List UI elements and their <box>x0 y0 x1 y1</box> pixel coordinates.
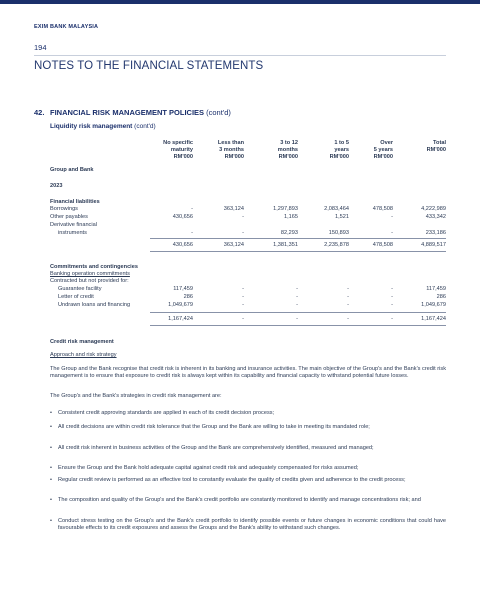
table-cell: - <box>296 286 298 292</box>
table-cell: - <box>391 294 393 300</box>
bullet-text: The composition and quality of the Group's and the Bank's credit portfolio are constantly monitored to identify and manage concentrations risk; and <box>58 497 421 503</box>
table-cell: 1,521 <box>335 214 349 220</box>
total-rule-bottom <box>150 325 446 326</box>
table-cell: 430,656 <box>172 214 193 220</box>
bullet-text: Regular credit review is performed as an effective tool to constantly evaluate the quality of credits given and adherence to the credit process; <box>58 477 406 483</box>
bullet-marker: • <box>50 518 52 524</box>
section-title-text: FINANCIAL RISK MANAGEMENT POLICIES <box>50 108 205 117</box>
table-cell: - <box>242 214 244 220</box>
table-cell: - <box>296 302 298 308</box>
column-header-line: Over <box>380 140 393 146</box>
table-cell: - <box>391 302 393 308</box>
section-number: 42. <box>34 108 45 117</box>
table-cell: 433,342 <box>425 214 446 220</box>
bullet-text: Ensure the Group and the Bank hold adequate capital against credit risk and adequately compensated for risks assumed; <box>58 465 359 471</box>
table-cell: - <box>391 214 393 220</box>
table-cell: 117,459 <box>173 286 193 292</box>
column-header-line: Total <box>433 140 446 146</box>
commitments-subheading: Banking operation commitments <box>50 271 130 277</box>
table-cell: 1,297,893 <box>273 206 298 212</box>
bullet-marker: • <box>50 477 52 483</box>
total-cell: 430,656 <box>172 242 193 248</box>
row-label: Letter of credit <box>58 294 94 300</box>
bullet-text: Consistent credit approving standards are applied in each of its credit decision process; <box>58 410 275 416</box>
row-label: Undrawn loans and financing <box>58 302 131 308</box>
header-divider <box>34 55 446 56</box>
row-label: Other payables <box>50 214 88 220</box>
commitments-intro: Contracted but not provided for: <box>50 278 129 284</box>
column-header-line: months <box>277 147 298 153</box>
total-cell: 1,167,424 <box>168 316 193 322</box>
top-band <box>0 0 480 4</box>
commitments-heading: Commitments and contingencies <box>50 264 138 270</box>
total-rule-top <box>150 312 446 313</box>
table-cell: 2,083,464 <box>324 206 349 212</box>
credit-risk-paragraph: The Group and the Bank recognise that credit risk is inherent in its banking and insurance activities. The main objective of the Group's and the Bank's credit risk management is to ensure that exposure to credit risk is always kept within its capability and financial capacity to withstand potential future losses. <box>50 366 446 379</box>
table-cell: 150,893 <box>328 230 349 236</box>
section-title <box>50 108 231 117</box>
strategies-intro: The Group's and the Bank's strategies in credit risk management are: <box>50 393 222 399</box>
table-cell: - <box>191 206 193 212</box>
row-label: Derivative financial <box>50 222 97 228</box>
total-cell: 4,889,517 <box>421 242 446 248</box>
table-cell: 286 <box>183 294 193 300</box>
section-title-cont: (cont'd) <box>206 108 231 117</box>
total-cell: 1,167,424 <box>421 316 446 322</box>
column-header-no-specific <box>150 140 193 161</box>
total-cell: - <box>347 316 349 322</box>
total-cell: 1,381,351 <box>273 242 298 248</box>
table-cell: 82,293 <box>280 230 298 236</box>
bullet-marker: • <box>50 424 52 430</box>
financial-liabilities-heading: Financial liabilities <box>50 199 100 205</box>
total-rule-top <box>150 238 446 239</box>
total-cell: 2,235,878 <box>324 242 349 248</box>
table-cell: - <box>296 294 298 300</box>
credit-risk-subheading: Approach and risk strategy <box>50 352 117 358</box>
bullet-text: All credit decisions are within credit risk tolerance that the Group and the Bank are willing to take in meeting its mandated role; <box>58 424 370 430</box>
column-header-line: No specific <box>163 140 193 146</box>
table-cell: - <box>242 286 244 292</box>
table-cell: 4,222,989 <box>421 206 446 212</box>
bullet-text: Conduct stress testing on the Group's and the Bank's credit portfolio to identify possible events or future changes in economic conditions that could have favourable effects to its credit exposures and assess the Groups and the Bank's ability to withstand such changes. <box>58 518 446 531</box>
bullet-text: All credit risk inherent in business activities of the Group and the Bank are comprehensively identified, measured and managed; <box>58 445 374 451</box>
column-header-line: 3 months <box>219 147 244 153</box>
row-label: Borrowings <box>50 206 78 212</box>
column-header-line: 3 to 12 <box>280 140 298 146</box>
total-cell: 363,124 <box>223 242 244 248</box>
table-cell: 478,508 <box>372 206 393 212</box>
total-cell: - <box>242 316 244 322</box>
total-cell: - <box>296 316 298 322</box>
column-header-line: RM'000 <box>173 154 193 160</box>
subheading-cont: (cont'd) <box>134 123 156 130</box>
table-cell: 363,124 <box>223 206 244 212</box>
table-cell: 286 <box>436 294 446 300</box>
table-cell: - <box>347 286 349 292</box>
table-cell: - <box>242 230 244 236</box>
credit-risk-heading: Credit risk management <box>50 339 114 345</box>
table-cell: 1,049,679 <box>168 302 193 308</box>
row-label: instruments <box>58 230 87 236</box>
column-header-line: RM'000 <box>278 154 298 160</box>
year-label: 2023 <box>50 183 63 189</box>
column-header-line: RM'000 <box>224 154 244 160</box>
bullet-marker: • <box>50 497 52 503</box>
row-label: Guarantee facility <box>58 286 102 292</box>
table-cell: 1,049,679 <box>421 302 446 308</box>
table-cell: 1,165 <box>284 214 298 220</box>
bullet-marker: • <box>50 410 52 416</box>
column-header-line: 5 years <box>373 147 393 153</box>
document-title: NOTES TO THE FINANCIAL STATEMENTS <box>34 60 264 72</box>
table-cell: - <box>191 230 193 236</box>
column-header-line: years <box>334 147 349 153</box>
table-cell: 117,459 <box>426 286 446 292</box>
column-header-less-than-3m <box>199 140 244 161</box>
bank-name: EXIM BANK MALAYSIA <box>34 24 99 30</box>
total-cell: 478,508 <box>372 242 393 248</box>
column-header-1-to-5y <box>306 140 349 161</box>
total-cell: - <box>391 316 393 322</box>
group-label: Group and Bank <box>50 167 94 173</box>
bullet-marker: • <box>50 445 52 451</box>
table-cell: - <box>391 286 393 292</box>
total-rule-bottom <box>150 251 446 252</box>
column-header-line: Less than <box>217 140 244 146</box>
table-cell: 233,186 <box>425 230 446 236</box>
column-header-line: 1 to 5 <box>334 140 349 146</box>
bullet-marker: • <box>50 465 52 471</box>
column-header-3-to-12m <box>252 140 298 161</box>
table-cell: - <box>242 294 244 300</box>
column-header-line: RM'000 <box>373 154 393 160</box>
subheading-text: Liquidity risk management <box>50 123 133 130</box>
page-number: 194 <box>34 43 47 52</box>
column-header-line: RM'000 <box>329 154 349 160</box>
table-cell: - <box>242 302 244 308</box>
table-cell: - <box>347 294 349 300</box>
column-header-total <box>401 140 446 154</box>
column-header-line: RM'000 <box>426 147 446 153</box>
subheading <box>50 123 156 130</box>
table-cell: - <box>391 230 393 236</box>
column-header-line: maturity <box>170 147 193 153</box>
table-cell: - <box>347 302 349 308</box>
column-header-over-5y <box>352 140 393 161</box>
